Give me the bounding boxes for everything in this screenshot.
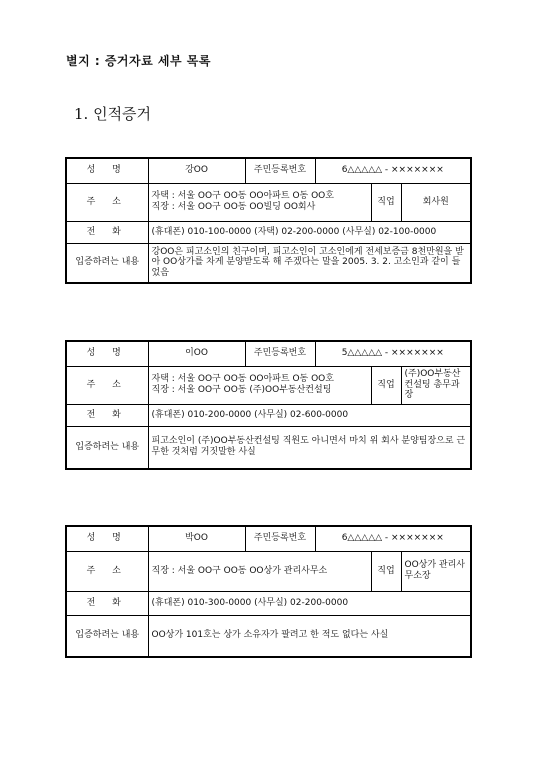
name-label: 성 명 bbox=[66, 526, 148, 551]
name-label: 성 명 bbox=[66, 341, 148, 366]
rrn-value: 6△△△△△ - ××××××× bbox=[315, 526, 471, 551]
name-value: 이OO bbox=[148, 341, 245, 366]
job-value: OO상가 관리사무소장 bbox=[401, 551, 471, 591]
job-label: 직업 bbox=[371, 183, 401, 221]
phone-value: (휴대폰) 010-100-0000 (자택) 02-200-0000 (사무실) 02-100-0000 bbox=[148, 221, 471, 243]
rrn-label: 주민등록번호 bbox=[245, 341, 315, 366]
job-value: 회사원 bbox=[401, 183, 471, 221]
witness-table-1 bbox=[65, 157, 472, 284]
witness-table-2 bbox=[65, 340, 472, 470]
testimony-label: 입증하려는 내용 bbox=[66, 243, 148, 283]
name-label: 성 명 bbox=[66, 158, 148, 183]
name-value: 박OO bbox=[148, 526, 245, 551]
rrn-label: 주민등록번호 bbox=[245, 158, 315, 183]
job-label: 직업 bbox=[371, 366, 401, 404]
phone-value: (휴대폰) 010-200-0000 (사무실) 02-600-0000 bbox=[148, 404, 471, 426]
phone-label: 전 화 bbox=[66, 591, 148, 615]
address-line-home: 자택 : 서울 OO구 OO동 OO아파트 O동 OO호 bbox=[151, 191, 334, 202]
name-value: 강OO bbox=[148, 158, 245, 183]
testimony-value: 강OO은 피고소인의 친구이며, 피고소인이 고소인에게 전세보증금 8천만원을 받아 OO상가를 차게 분양받도록 해 주겠다는 말을 2005. 3. 2. 고소인과 같이 들었음 bbox=[148, 243, 471, 283]
rrn-value: 6△△△△△ - ××××××× bbox=[315, 158, 471, 183]
rrn-value: 5△△△△△ - ××××××× bbox=[315, 341, 471, 366]
page-header: 별지 : 증거자료 세부 목록 bbox=[66, 54, 211, 68]
testimony-value: OO상가 101호는 상가 소유자가 팔려고 한 적도 없다는 사실 bbox=[148, 615, 471, 657]
address-line-work: 직장 : 서울 OO구 OO동 (주)OO부동산컨설팅 bbox=[151, 385, 332, 395]
phone-label: 전 화 bbox=[66, 404, 148, 426]
address-value bbox=[148, 366, 371, 404]
testimony-value: 피고소인이 (주)OO부동산컨설팅 직원도 아니면서 마치 위 회사 분양팀장으로 근무한 것처럼 거짓말한 사실 bbox=[148, 426, 471, 469]
job-label: 직업 bbox=[371, 551, 401, 591]
phone-value: (휴대폰) 010-300-0000 (사무실) 02-200-0000 bbox=[148, 591, 471, 615]
address-label: 주 소 bbox=[66, 551, 148, 591]
testimony-label: 입증하려는 내용 bbox=[66, 615, 148, 657]
address-label: 주 소 bbox=[66, 183, 148, 221]
address-line-work: 직장 : 서울 OO구 OO동 OO빌딩 OO회사 bbox=[151, 202, 316, 212]
address-label: 주 소 bbox=[66, 366, 148, 404]
witness-table-3 bbox=[65, 525, 472, 658]
job-value: (주)OO부동산컨설팅 총무과장 bbox=[401, 366, 471, 404]
section-title: 1. 인적증거 bbox=[74, 105, 152, 123]
address-value bbox=[148, 183, 371, 221]
testimony-label: 입증하려는 내용 bbox=[66, 426, 148, 469]
phone-label: 전 화 bbox=[66, 221, 148, 243]
address-value bbox=[148, 551, 371, 591]
address-line-home: 자택 : 서울 OO구 OO동 OO아파트 O동 OO호 bbox=[151, 374, 334, 385]
address-line-work: 직장 : 서울 OO구 OO동 OO상가 관리사무소 bbox=[151, 565, 328, 576]
rrn-label: 주민등록번호 bbox=[245, 526, 315, 551]
